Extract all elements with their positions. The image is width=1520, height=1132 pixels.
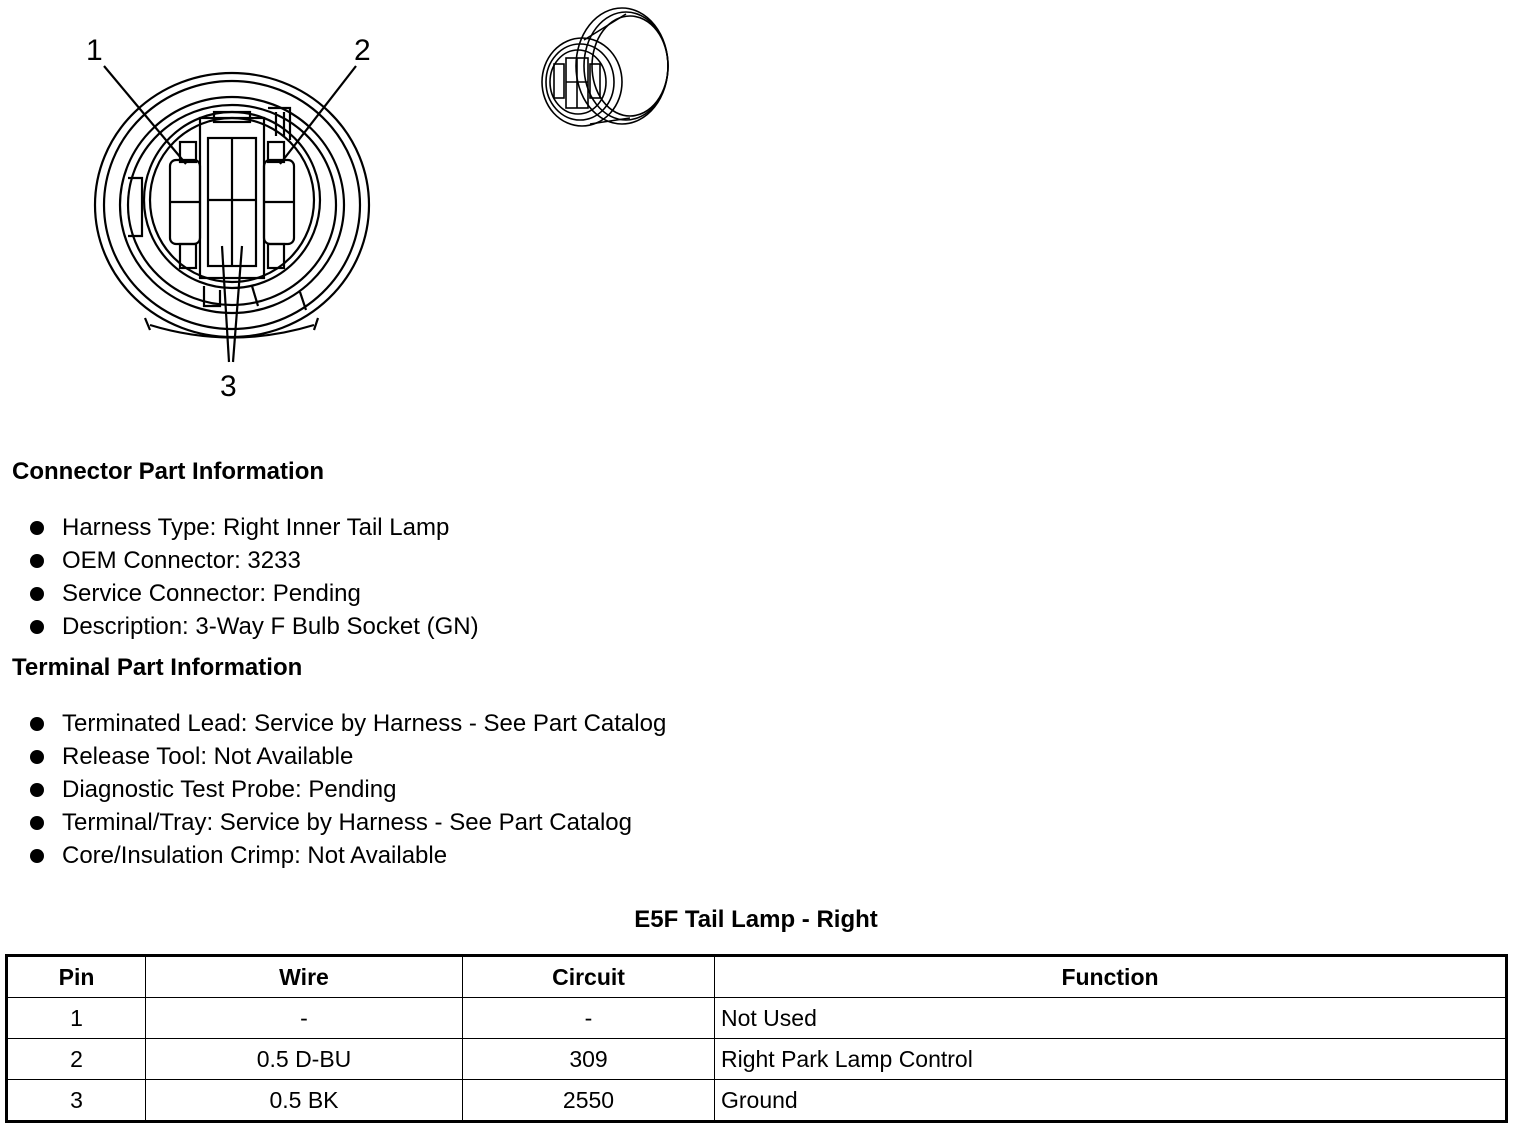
- cell-pin: 3: [7, 1080, 146, 1122]
- terminal-info-title: Terminal Part Information: [12, 654, 303, 681]
- header-wire: Wire: [146, 956, 463, 998]
- header-function: Function: [715, 956, 1507, 998]
- cell-wire: -: [146, 998, 463, 1039]
- list-item: Release Tool: Not Available: [28, 740, 666, 773]
- list-item: Core/Insulation Crimp: Not Available: [28, 839, 666, 872]
- connector-diagram: [0, 0, 720, 420]
- cell-wire: 0.5 BK: [146, 1080, 463, 1122]
- cell-function: Ground: [715, 1080, 1507, 1122]
- callout-3: 3: [220, 370, 237, 403]
- pin-table-title: E5F Tail Lamp - Right: [634, 906, 878, 933]
- cell-pin: 1: [7, 998, 146, 1039]
- list-item: Harness Type: Right Inner Tail Lamp: [28, 511, 479, 544]
- cell-function: Right Park Lamp Control: [715, 1039, 1507, 1080]
- cell-circuit: 2550: [463, 1080, 715, 1122]
- terminal-info-list: [28, 707, 666, 872]
- cell-function: Not Used: [715, 998, 1507, 1039]
- list-item: Description: 3-Way F Bulb Socket (GN): [28, 610, 479, 643]
- cell-circuit: -: [463, 998, 715, 1039]
- list-item: Terminal/Tray: Service by Harness - See Part Catalog: [28, 806, 666, 839]
- cell-wire: 0.5 D-BU: [146, 1039, 463, 1080]
- header-pin: Pin: [7, 956, 146, 998]
- table-row: [7, 1080, 1507, 1122]
- connector-info-title: Connector Part Information: [12, 458, 325, 485]
- callout-1: 1: [86, 34, 103, 67]
- connector-isometric-view: [530, 0, 680, 140]
- table-header-row: [7, 956, 1507, 998]
- table-row: [7, 1039, 1507, 1080]
- callout-2: 2: [354, 34, 371, 67]
- cell-pin: 2: [7, 1039, 146, 1080]
- cell-circuit: 309: [463, 1039, 715, 1080]
- table-row: [7, 998, 1507, 1039]
- list-item: Terminated Lead: Service by Harness - See Part Catalog: [28, 707, 666, 740]
- header-circuit: Circuit: [463, 956, 715, 998]
- list-item: OEM Connector: 3233: [28, 544, 479, 577]
- pin-table: [5, 954, 1508, 1123]
- list-item: Service Connector: Pending: [28, 577, 479, 610]
- list-item: Diagnostic Test Probe: Pending: [28, 773, 666, 806]
- connector-info-list: [28, 511, 479, 643]
